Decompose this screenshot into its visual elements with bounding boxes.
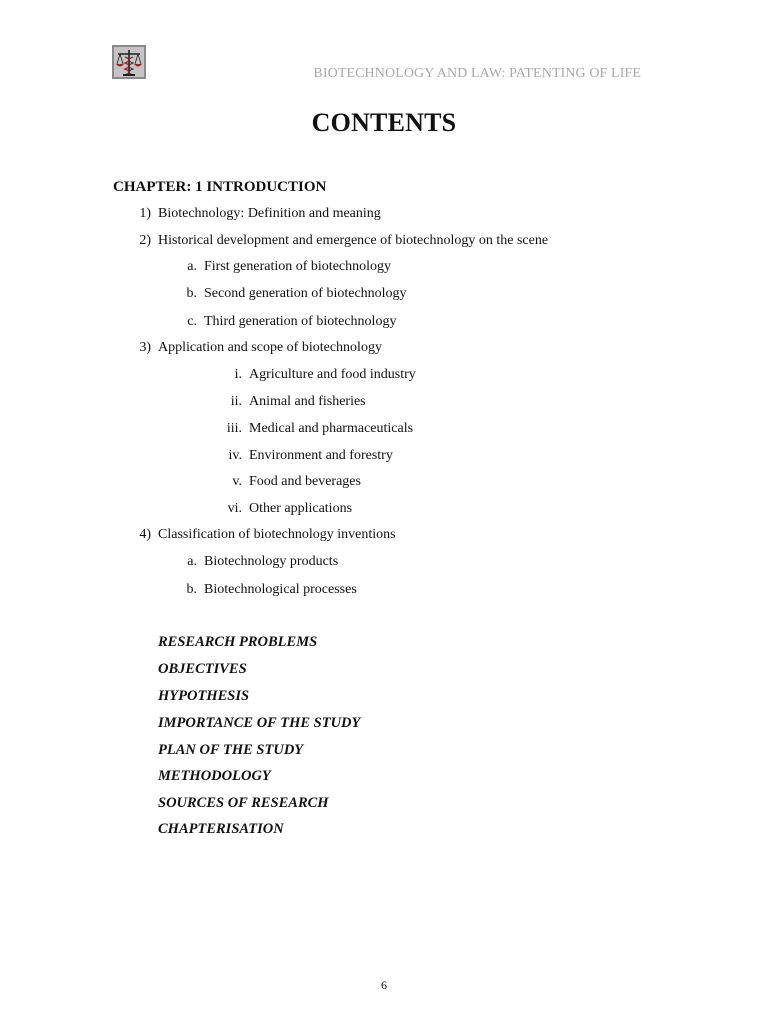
section-heading-methodology: METHODOLOGY [158,768,271,784]
toc-subitem-text: Second generation of biotechnology [204,286,407,301]
toc-subitem-text: Medical and pharmaceuticals [249,421,414,436]
toc-subitem-marker: c. [187,314,197,329]
toc-subitem-text: Agriculture and food industry [249,367,416,382]
toc-subitem-marker: a. [187,554,197,569]
toc-subitem-marker: ii. [230,394,242,409]
toc-item-text: Biotechnology: Definition and meaning [158,206,381,221]
toc-subitem [186,582,357,598]
toc-item-text: Classification of biotechnology inventions [158,527,396,542]
toc-subitem [187,554,339,570]
toc-subitem-marker: v. [232,474,242,489]
section-heading-research-problems: RESEARCH PROBLEMS [158,634,318,650]
toc-subitem [234,367,416,383]
toc-subitem [228,448,393,464]
toc-item-marker: 2) [139,233,151,248]
toc-subitem-text: Third generation of biotechnology [204,314,397,329]
toc-subitem-marker: iv. [228,448,242,463]
running-header: BIOTECHNOLOGY AND LAW: PATENTING OF LIFE [313,66,641,81]
page-number: 6 [381,978,387,992]
section-heading-importance: IMPORTANCE OF THE STUDY [158,715,361,731]
section-heading-objectives: OBJECTIVES [158,661,247,677]
toc-subitem-text: Biotechnological processes [204,582,357,597]
toc-item-marker: 4) [139,527,151,542]
toc-item [139,233,549,249]
toc-subitem-text: Environment and forestry [249,448,393,463]
toc-subitem-text: Animal and fisheries [249,394,366,409]
toc-item-marker: 3) [139,340,151,355]
toc-subitem [186,286,407,302]
toc-item-text: Application and scope of biotechnology [158,340,382,355]
chapter-heading: CHAPTER: 1 INTRODUCTION [113,179,327,195]
toc-subitem-marker: i. [234,367,242,382]
toc-subitem [227,501,353,517]
toc-subitem [232,474,361,490]
toc-subitem [230,394,366,410]
toc-subitem [187,314,397,330]
section-heading-plan: PLAN OF THE STUDY [158,742,304,758]
toc-subitem-text: First generation of biotechnology [204,259,392,274]
section-heading-hypothesis: HYPOTHESIS [158,688,250,704]
toc-item [139,340,382,356]
section-heading-chapterisation: CHAPTERISATION [158,821,284,837]
page-title: CONTENTS [311,108,457,137]
toc-subitem-marker: b. [186,286,197,301]
toc-subitem [187,259,392,275]
section-heading-sources: SOURCES OF RESEARCH [158,795,329,811]
toc-subitem [226,421,414,437]
toc-subitem-text: Biotechnology products [204,554,339,569]
toc-subitem-text: Other applications [249,501,353,516]
toc-item [139,527,396,543]
toc-subitem-marker: b. [186,582,197,597]
toc-subitem-marker: vi. [227,501,242,516]
toc-item-marker: 1) [139,206,151,221]
toc-item-text: Historical development and emergence of biotechnology on the scene [158,233,549,248]
toc-subitem-marker: a. [187,259,197,274]
toc-subitem-marker: iii. [226,421,242,436]
scales-of-justice-dna-logo-icon [112,45,146,79]
toc-subitem-text: Food and beverages [249,474,361,489]
toc-item [139,206,381,222]
